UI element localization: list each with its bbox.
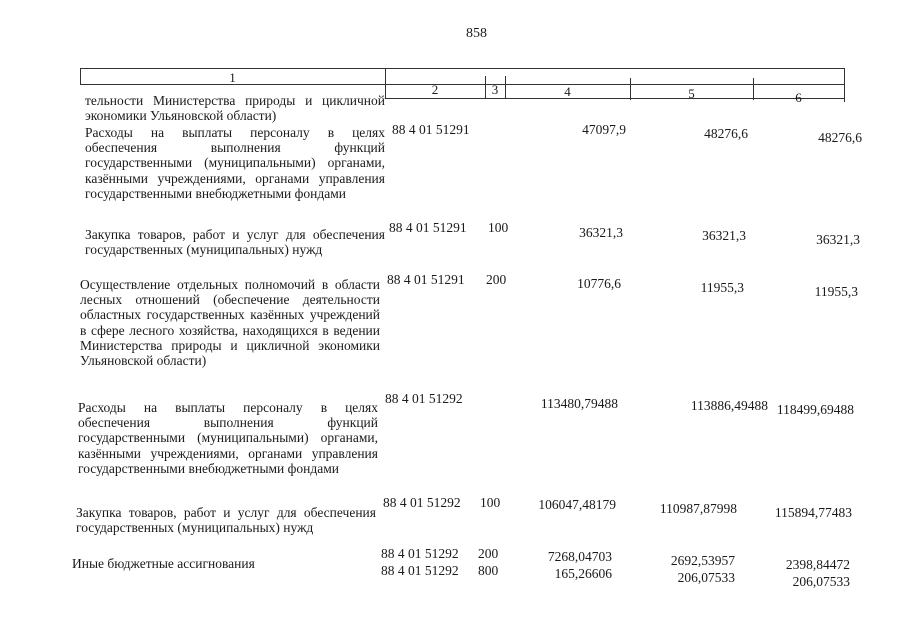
- row-code: 88 4 01 51292: [381, 563, 459, 578]
- row-description: Осуществление отдельных полномочий в области лесных отношений (обеспечение деятельности областных государственных казённых учреждений в сфере лесного хозяйства, находящихся в ведении Министерства природы и цикличной экономики Ульяновской области): [80, 277, 380, 369]
- row-kvr: 100: [480, 495, 501, 510]
- row-description: тельности Министерства природы и цикличной экономики Ульяновской области): [85, 93, 385, 124]
- row-kvr: 100: [488, 220, 509, 235]
- row-value-col4: 113480,79488: [540, 396, 618, 411]
- row-kvr: 200: [478, 546, 499, 561]
- row-value-col5: 110987,87998: [659, 501, 737, 516]
- header-col-4: 4: [564, 84, 571, 99]
- header-col-5: 5: [688, 86, 695, 101]
- row-code: 88 4 01 51292: [381, 546, 459, 561]
- row-value-col5: 11955,3: [700, 280, 744, 295]
- row-code: 88 4 01 51291: [389, 220, 467, 235]
- row-value-col6: 2398,84472: [785, 557, 850, 572]
- row-description: Закупка товаров, работ и услуг для обеспечения государственных (муниципальных) нужд: [76, 505, 376, 536]
- row-value-col5: 206,07533: [677, 570, 735, 585]
- row-value-col6: 206,07533: [792, 574, 850, 589]
- row-code: 88 4 01 51292: [385, 391, 463, 406]
- row-value-col6: 48276,6: [818, 130, 862, 145]
- row-value-col5: 48276,6: [704, 126, 748, 141]
- header-col-6: 6: [795, 90, 802, 105]
- row-value-col4: 36321,3: [579, 225, 623, 240]
- row-value-col6: 36321,3: [816, 232, 860, 247]
- row-value-col5: 36321,3: [702, 228, 746, 243]
- row-value-col4: 47097,9: [582, 122, 626, 137]
- row-value-col4: 106047,48179: [538, 497, 616, 512]
- row-value-col6: 115894,77483: [774, 505, 852, 520]
- row-value-col6: 11955,3: [814, 284, 858, 299]
- row-value-col4: 165,26606: [554, 566, 612, 581]
- header-col-2: 2: [431, 82, 439, 97]
- row-code: 88 4 01 51291: [387, 272, 465, 287]
- page-number: 858: [466, 26, 487, 41]
- row-code: 88 4 01 51292: [383, 495, 461, 510]
- row-value-col4: 10776,6: [577, 276, 621, 291]
- row-code: 88 4 01 51291: [392, 122, 470, 137]
- header-col-3: 3: [491, 82, 499, 97]
- row-value-col5: 113886,49488: [690, 398, 768, 413]
- header-col-1: 1: [229, 70, 236, 85]
- row-description: Закупка товаров, работ и услуг для обеспечения государственных (муниципальных) нужд: [85, 227, 385, 258]
- row-kvr: 200: [486, 272, 507, 287]
- row-description: Расходы на выплаты персоналу в целях обеспечения выполнения функций государственными (муниципальными) органами, казёнными учреждениями, органами управления государственными внебюджетными фондами: [85, 125, 385, 201]
- row-kvr: 800: [478, 563, 499, 578]
- row-value-col5: 2692,53957: [670, 553, 735, 568]
- row-value-col6: 118499,69488: [776, 402, 854, 417]
- row-description: Иные бюджетные ассигнования: [72, 556, 255, 571]
- row-value-col4: 7268,04703: [547, 549, 612, 564]
- row-description: Расходы на выплаты персоналу в целях обеспечения выполнения функций государственными (муниципальными) органами, казёнными учреждениями, органами управления государственными внебюджетными фондами: [78, 400, 378, 476]
